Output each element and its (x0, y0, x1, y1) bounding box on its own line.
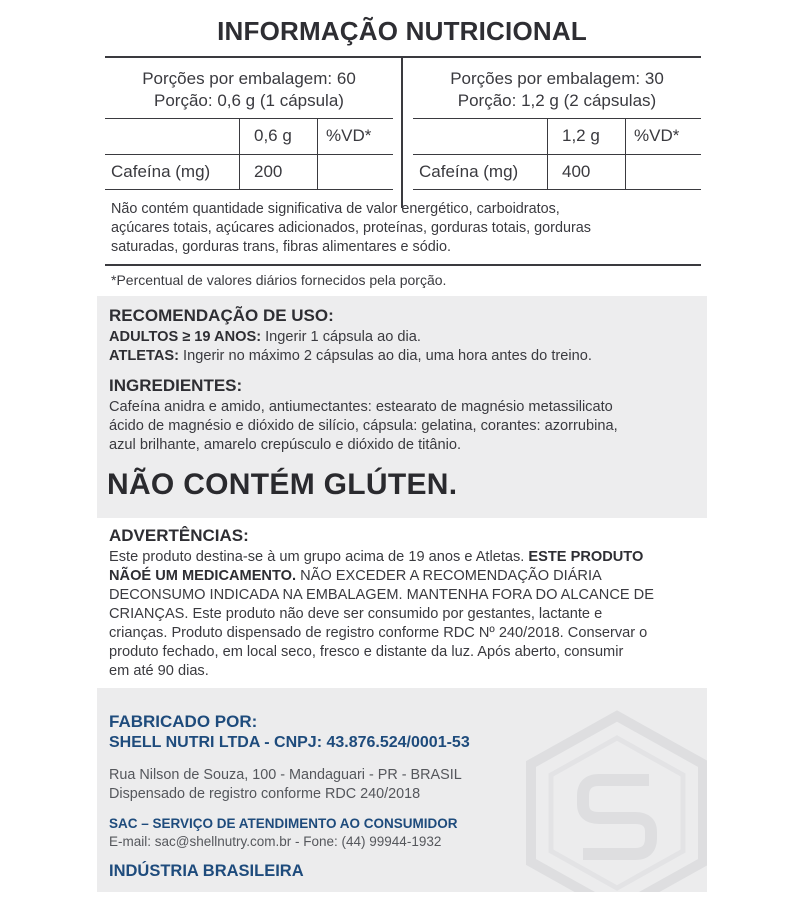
table-row (105, 154, 393, 190)
company-name: SHELL NUTRI LTDA - CNPJ: 43.876.524/0001-53 (109, 734, 470, 751)
warnings-line: crianças. Produto dispensado de registro conforme RDC Nº 240/2018. Conservar o (109, 625, 648, 641)
gluten-free-notice: NÃO CONTÉM GLÚTEN. (107, 468, 458, 501)
no-significant-amounts (111, 200, 697, 257)
warnings-line-bold: ESTE PRODUTO (528, 549, 644, 565)
warnings-line: CRIANÇAS. Este produto não deve ser consumido por gestantes, lactante e (109, 606, 603, 622)
column-divider (401, 58, 403, 208)
warnings-section (97, 518, 707, 688)
header-amount: 0,6 g (239, 119, 317, 154)
serving-size: Porção: 0,6 g (1 cápsula) (154, 91, 344, 110)
portion-info (105, 68, 393, 112)
adults-text: Ingerir 1 cápsula ao dia. (261, 329, 421, 345)
usage-heading: RECOMENDAÇÃO DE USO: (109, 306, 334, 325)
supplement-label (97, 14, 707, 892)
athletes-label: ATLETAS: (109, 348, 179, 364)
nutrition-column-2 (413, 58, 701, 208)
footnote-rule (105, 264, 701, 266)
nutrition-column-1 (105, 58, 393, 208)
ingredients-heading: INGREDIENTES: (109, 376, 243, 395)
servings-per-package: Porções por embalagem: 30 (450, 69, 664, 88)
adults-label: ADULTOS ≥ 19 ANOS: (109, 329, 262, 345)
nutrition-title: INFORMAÇÃO NUTRICIONAL (217, 16, 587, 46)
portion-info (413, 68, 701, 112)
warnings-line: em até 90 dias. (109, 663, 209, 679)
no-significant-line: saturadas, gorduras trans, fibras alimentares e sódio. (111, 239, 451, 255)
sac-heading: SAC – SERVIÇO DE ATENDIMENTO AO CONSUMIDOR (109, 816, 458, 831)
hexagon-s-logo-icon (517, 708, 707, 892)
warnings-line: produto fechado, em local seco, fresco e distante da luz. Após aberto, consumir (109, 644, 624, 660)
nutrient-value: 200 (239, 155, 317, 189)
nutrient-name: Cafeína (mg) (419, 162, 519, 181)
warnings-line-text: Este produto destina-se à um grupo acima de 19 anos e Atletas. (109, 549, 529, 565)
nutrient-dv (317, 155, 393, 189)
nutrient-value: 400 (547, 155, 625, 189)
registration-note: Dispensado de registro conforme RDC 240/2018 (109, 786, 421, 802)
servings-per-package: Porções por embalagem: 60 (142, 69, 356, 88)
table-row (413, 154, 701, 190)
ingredients-line: ácido de magnésio e dióxido de silício, cápsula: gelatina, corantes: azorrubina, (109, 418, 618, 434)
warnings-line: DECONSUMO INDICADA NA EMBALAGEM. MANTENHA FORA DO ALCANCE DE (109, 587, 654, 603)
serving-size: Porção: 1,2 g (2 cápsulas) (457, 91, 657, 110)
usage-adults (109, 328, 699, 347)
contact-info: E-mail: sac@shellnutry.com.br - Fone: (44) 99944-1932 (109, 834, 442, 849)
ingredients-line: azul brilhante, amarelo crepúsculo e dióxido de titânio. (109, 437, 462, 453)
no-significant-line: Não contém quantidade significativa de valor energético, carboidratos, (111, 201, 560, 217)
usage-section (97, 296, 707, 518)
warnings-line (109, 548, 699, 567)
header-dv: %VD* (625, 119, 701, 154)
dv-footnote: *Percentual de valores diários fornecidos pela porção. (111, 272, 447, 288)
usage-athletes (109, 347, 699, 366)
company-address: Rua Nilson de Souza, 100 - Mandaguari - PR - BRASIL (109, 767, 462, 783)
warnings-line-bold: NÃOÉ UM MEDICAMENTO. (109, 568, 297, 584)
warnings-text (109, 548, 699, 681)
header-blank-cell (111, 119, 237, 154)
manufacturer-heading: FABRICADO POR: (109, 712, 258, 731)
nutrient-name: Cafeína (mg) (111, 162, 211, 181)
origin-label: INDÚSTRIA BRASILEIRA (109, 862, 304, 880)
header-amount: 1,2 g (547, 119, 625, 154)
header-blank-cell (419, 119, 545, 154)
warnings-heading: ADVERTÊNCIAS: (109, 526, 249, 545)
manufacturer-section (97, 688, 707, 892)
ingredients-line: Cafeína anidra e amido, antiumectantes: estearato de magnésio metassilicato (109, 399, 613, 415)
ingredients-text (109, 398, 699, 455)
nutrient-dv (625, 155, 701, 189)
nutrition-facts (97, 14, 707, 296)
header-dv: %VD* (317, 119, 393, 154)
warnings-line (109, 567, 699, 586)
warnings-line-text: NÃO EXCEDER A RECOMENDAÇÃO DIÁRIA (296, 568, 602, 584)
no-significant-line: açúcares totais, açúcares adicionados, proteínas, gorduras totais, gorduras (111, 220, 591, 236)
table-header-row (413, 118, 701, 154)
table-header-row (105, 118, 393, 154)
athletes-text: Ingerir no máximo 2 cápsulas ao dia, uma hora antes do treino. (178, 348, 592, 364)
